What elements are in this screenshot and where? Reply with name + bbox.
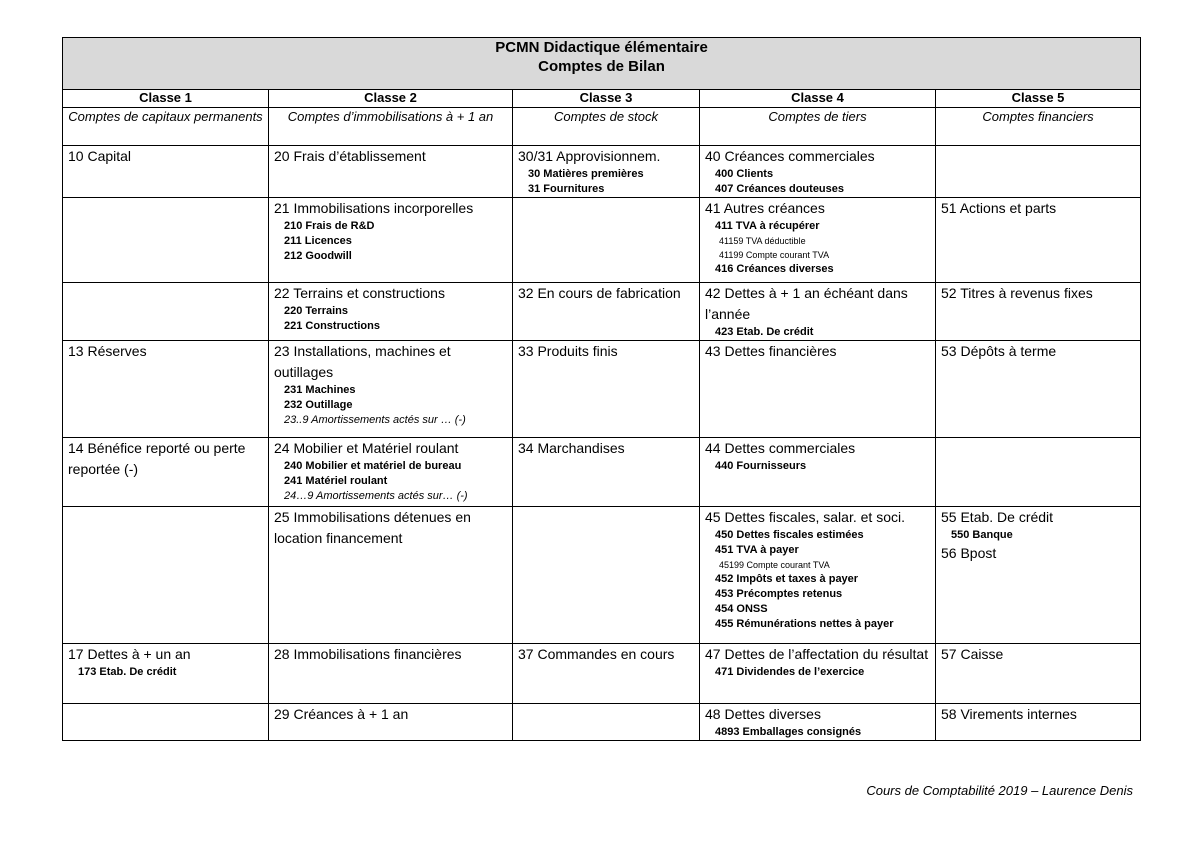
sub-account: 211 Licences [284,235,352,247]
account-group: 14 Bénéfice reporté ou perte reportée (-) [68,440,246,477]
account-cell [936,507,1141,644]
pcmn-table [62,37,1141,741]
class-header: Classe 2 [269,90,513,108]
account-cell [513,644,700,704]
account-cell [700,438,936,507]
sub-account: 455 Rémunérations nettes à payer [715,618,894,630]
account-cell [700,507,936,644]
amortization-account: 23..9 Amortissements actés sur … (-) [284,414,466,426]
account-group: 52 Titres à revenus fixes [941,285,1093,301]
account-cell [63,507,269,644]
account-group: 34 Marchandises [518,440,625,456]
account-group: 10 Capital [68,148,132,164]
account-group: 41 Autres créances [705,200,825,216]
title-row [63,38,1141,90]
table-title [63,38,1141,90]
table-row [63,146,1141,198]
account-cell [700,146,936,198]
sub-account: 454 ONSS [715,603,768,615]
account-cell [513,507,700,644]
account-group: 43 Dettes financières [705,343,837,359]
account-cell [269,146,513,198]
account-cell [63,704,269,741]
account-group: 55 Etab. De crédit [941,509,1054,525]
account-group: 53 Dépôts à terme [941,343,1057,359]
class-header: Classe 4 [700,90,936,108]
account-group: 42 Dettes à + 1 an échéant dans l’année [705,285,908,322]
sub-account: 220 Terrains [284,305,349,317]
account-cell [700,283,936,341]
sub-account: 423 Etab. De crédit [715,326,814,338]
table-row [63,438,1141,507]
account-group: 37 Commandes en cours [518,646,675,662]
class-subtitle: Comptes de tiers [700,108,936,146]
account-cell [269,644,513,704]
class-header: Classe 3 [513,90,700,108]
sub-account: 416 Créances diverses [715,263,834,275]
table-row [63,341,1141,438]
sub-account: 31 Fournitures [528,183,605,195]
sub-account: 221 Constructions [284,320,380,332]
account-cell [513,438,700,507]
sub-account: 4893 Emballages consignés [715,726,862,738]
account-group: 30/31 Approvisionnem. [518,148,661,164]
account-cell [936,146,1141,198]
account-cell [63,283,269,341]
account-group: 29 Créances à + 1 an [274,706,409,722]
account-group: 28 Immobilisations financières [274,646,462,662]
account-cell [269,341,513,438]
sub-account: 453 Précomptes retenus [715,588,843,600]
sub-account: 232 Outillage [284,399,353,411]
title-line-2: Comptes de Bilan [538,58,665,75]
class-header: Classe 1 [63,90,269,108]
sub-account: 451 TVA à payer [715,544,799,556]
account-group: 22 Terrains et constructions [274,285,445,301]
footer-credit: Cours de Comptabilité 2019 – Laurence Denis [866,783,1133,798]
account-cell [936,283,1141,341]
account-cell [269,507,513,644]
account-cell [936,704,1141,741]
sub-account: 241 Matériel roulant [284,475,388,487]
account-group: 33 Produits finis [518,343,618,359]
account-cell [936,438,1141,507]
class-header-row [63,90,1141,108]
account-group: 44 Dettes commerciales [705,440,856,456]
account-group: 25 Immobilisations détenues en location financement [274,509,471,546]
table-row [63,283,1141,341]
account-cell [936,341,1141,438]
account-group: 13 Réserves [68,343,147,359]
account-cell [513,704,700,741]
account-cell [63,198,269,283]
account-group: 56 Bpost [941,545,997,561]
table-row [63,704,1141,741]
sub-sub-account: 41159 TVA déductible [719,236,806,246]
account-group: 51 Actions et parts [941,200,1057,216]
account-cell [936,198,1141,283]
sub-account: 450 Dettes fiscales estimées [715,529,864,541]
account-cell [269,283,513,341]
account-cell [63,438,269,507]
sub-account: 407 Créances douteuses [715,183,845,195]
sub-sub-account: 45199 Compte courant TVA [719,560,830,570]
account-group: 20 Frais d’établissement [274,148,426,164]
account-cell [269,198,513,283]
account-cell [700,704,936,741]
account-group: 23 Installations, machines et outillages [274,343,451,380]
table-row [63,198,1141,283]
account-cell [936,644,1141,704]
account-cell [700,198,936,283]
sub-account: 440 Fournisseurs [715,460,807,472]
sub-account: 30 Matières premières [528,168,644,180]
account-cell [700,644,936,704]
account-group: 47 Dettes de l’affectation du résultat [705,646,929,662]
account-cell [513,198,700,283]
sub-account: 452 Impôts et taxes à payer [715,573,859,585]
account-group: 21 Immobilisations incorporelles [274,200,474,216]
account-cell [63,146,269,198]
account-cell [269,704,513,741]
class-subtitle: Comptes d’immobilisations à + 1 an [269,108,513,146]
sub-account: 240 Mobilier et matériel de bureau [284,460,462,472]
sub-account: 210 Frais de R&D [284,220,375,232]
account-cell [63,644,269,704]
account-cell [269,438,513,507]
account-cell [700,341,936,438]
title-line-1: PCMN Didactique élémentaire [495,39,708,56]
amortization-account: 24…9 Amortissements actés sur… (-) [284,490,468,502]
sub-account: 231 Machines [284,384,356,396]
account-group: 32 En cours de fabrication [518,285,681,301]
account-group: 48 Dettes diverses [705,706,821,722]
class-subtitle: Comptes financiers [936,108,1141,146]
sub-account: 212 Goodwill [284,250,352,262]
sub-account: 550 Banque [951,529,1013,541]
class-subtitle-row [63,108,1141,146]
account-cell [63,341,269,438]
table-row [63,507,1141,644]
table-row [63,644,1141,704]
account-cell [513,341,700,438]
account-cell [513,146,700,198]
account-group: 40 Créances commerciales [705,148,875,164]
account-group: 58 Virements internes [941,706,1077,722]
sub-account: 400 Clients [715,168,774,180]
sub-account: 411 TVA à récupérer [715,220,820,232]
class-subtitle: Comptes de stock [513,108,700,146]
account-group: 57 Caisse [941,646,1004,662]
sub-sub-account: 41199 Compte courant TVA [719,250,830,260]
account-group: 45 Dettes fiscales, salar. et soci. [705,509,905,525]
class-subtitle: Comptes de capitaux permanents [63,108,269,146]
account-cell [513,283,700,341]
sub-account: 173 Etab. De crédit [78,666,177,678]
class-header: Classe 5 [936,90,1141,108]
account-group: 17 Dettes à + un an [68,646,191,662]
sub-account: 471 Dividendes de l’exercice [715,666,865,678]
account-group: 24 Mobilier et Matériel roulant [274,440,459,456]
